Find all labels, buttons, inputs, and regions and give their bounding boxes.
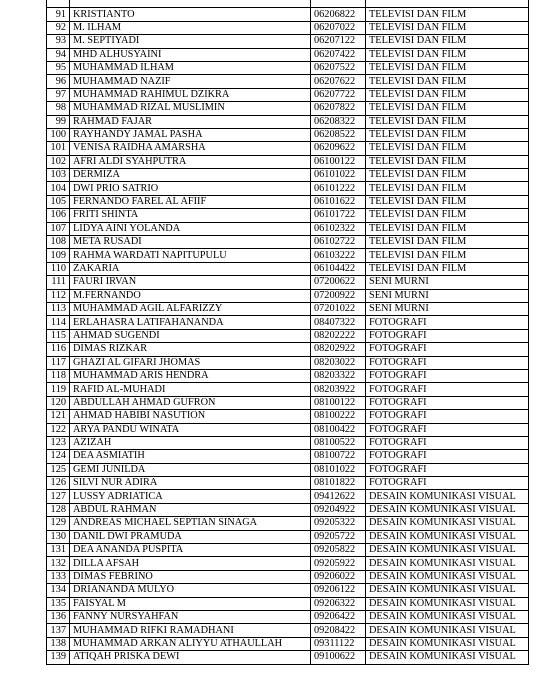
student-id: 07200922 — [311, 289, 366, 302]
student-id: 06207022 — [311, 21, 366, 34]
row-number: 119 — [47, 383, 70, 396]
student-id: 08101022 — [311, 463, 366, 476]
study-program: DESAIN KOMUNIKASI VISUAL — [366, 557, 529, 570]
student-name: ANDREAS MICHAEL SEPTIAN SINAGA — [70, 517, 311, 530]
student-id: 06101022 — [311, 169, 366, 182]
student-name: DERMIZA — [70, 169, 311, 182]
student-id: 06206822 — [311, 8, 366, 21]
row-number: 110 — [47, 262, 70, 275]
student-name: DIMAS RIZKAR — [70, 343, 311, 356]
student-name: MUHAMMAD NAZIF — [70, 75, 311, 88]
student-name: DEA ANANDA PUSPITA — [70, 544, 311, 557]
table-row — [47, 530, 529, 543]
study-program: TELEVISI DAN FILM — [366, 262, 529, 275]
student-id: 06207122 — [311, 35, 366, 48]
study-program: TELEVISI DAN FILM — [366, 209, 529, 222]
student-name: FAURI IRVAN — [70, 276, 311, 289]
study-program: DESAIN KOMUNIKASI VISUAL — [366, 651, 529, 664]
student-name: DIMAS FEBRINO — [70, 570, 311, 583]
student-name: KRISTIANTO — [70, 8, 311, 21]
row-number: 111 — [47, 276, 70, 289]
study-program: TELEVISI DAN FILM — [366, 48, 529, 61]
row-number: 117 — [47, 356, 70, 369]
table-row — [47, 236, 529, 249]
student-id: 06207422 — [311, 48, 366, 61]
study-program: TELEVISI DAN FILM — [366, 61, 529, 74]
student-name: FANNY NURSYAHFAN — [70, 610, 311, 623]
student-id: 08203022 — [311, 356, 366, 369]
student-name: FAISYAL M — [70, 597, 311, 610]
row-number: 97 — [47, 88, 70, 101]
table-row — [47, 102, 529, 115]
student-id: 08202222 — [311, 329, 366, 342]
table-row — [47, 0, 529, 8]
row-number: 112 — [47, 289, 70, 302]
table-row — [47, 651, 529, 664]
table-row — [47, 182, 529, 195]
row-number: 104 — [47, 182, 70, 195]
student-name: M. SEPTIYADI — [70, 35, 311, 48]
student-id: 09205322 — [311, 517, 366, 530]
row-number: 126 — [47, 477, 70, 490]
table-row — [47, 222, 529, 235]
row-number: 130 — [47, 530, 70, 543]
table-row — [47, 75, 529, 88]
study-program: DESAIN KOMUNIKASI VISUAL — [366, 584, 529, 597]
student-id: 06101222 — [311, 182, 366, 195]
row-number: 103 — [47, 169, 70, 182]
row-number: 135 — [47, 597, 70, 610]
student-id: 08202922 — [311, 343, 366, 356]
study-program: DESAIN KOMUNIKASI VISUAL — [366, 597, 529, 610]
row-number: 115 — [47, 329, 70, 342]
row-number: 91 — [47, 8, 70, 21]
table-row — [47, 503, 529, 516]
student-id: 09205922 — [311, 557, 366, 570]
study-program — [366, 0, 529, 8]
row-number: 108 — [47, 236, 70, 249]
row-number: 120 — [47, 396, 70, 409]
student-name: GEMI JUNILDA — [70, 463, 311, 476]
study-program: FOTOGRAFI — [366, 463, 529, 476]
row-number: 121 — [47, 410, 70, 423]
table-row — [47, 369, 529, 382]
table-row — [47, 450, 529, 463]
student-roster-table — [46, 0, 529, 665]
row-number: 123 — [47, 436, 70, 449]
row-number: 131 — [47, 544, 70, 557]
study-program: TELEVISI DAN FILM — [366, 169, 529, 182]
study-program: FOTOGRAFI — [366, 450, 529, 463]
row-number: 114 — [47, 316, 70, 329]
student-id: 08203322 — [311, 369, 366, 382]
study-program: FOTOGRAFI — [366, 343, 529, 356]
row-number: 124 — [47, 450, 70, 463]
table-row — [47, 410, 529, 423]
student-name: DEA ASMIATIH — [70, 450, 311, 463]
table-row — [47, 584, 529, 597]
study-program: FOTOGRAFI — [366, 410, 529, 423]
study-program: DESAIN KOMUNIKASI VISUAL — [366, 570, 529, 583]
row-number: 137 — [47, 624, 70, 637]
student-name: MHD ALHUSYAINI — [70, 48, 311, 61]
student-id: 06102322 — [311, 222, 366, 235]
study-program: TELEVISI DAN FILM — [366, 142, 529, 155]
table-row — [47, 61, 529, 74]
student-id: 07201022 — [311, 302, 366, 315]
table-row — [47, 88, 529, 101]
study-program: TELEVISI DAN FILM — [366, 249, 529, 262]
student-id: 06207622 — [311, 75, 366, 88]
student-name: MUHAMMAD AGIL ALFARIZZY — [70, 302, 311, 315]
study-program: TELEVISI DAN FILM — [366, 35, 529, 48]
row-number: 99 — [47, 115, 70, 128]
study-program: DESAIN KOMUNIKASI VISUAL — [366, 637, 529, 650]
study-program: DESAIN KOMUNIKASI VISUAL — [366, 610, 529, 623]
student-name: M.FERNANDO — [70, 289, 311, 302]
student-name: SILVI NUR ADIRA — [70, 477, 311, 490]
study-program: DESAIN KOMUNIKASI VISUAL — [366, 503, 529, 516]
row-number: 128 — [47, 503, 70, 516]
student-name: AFRI ALDI SYAHPUTRA — [70, 155, 311, 168]
student-name: ABDUL RAHMAN — [70, 503, 311, 516]
table-row — [47, 436, 529, 449]
row-number: 107 — [47, 222, 70, 235]
table-row — [47, 128, 529, 141]
student-name: LIDYA AINI YOLANDA — [70, 222, 311, 235]
table-row — [47, 142, 529, 155]
row-number: 102 — [47, 155, 70, 168]
study-program: TELEVISI DAN FILM — [366, 115, 529, 128]
student-name: M. ILHAM — [70, 21, 311, 34]
study-program: FOTOGRAFI — [366, 396, 529, 409]
study-program: FOTOGRAFI — [366, 477, 529, 490]
row-number: 139 — [47, 651, 70, 664]
student-id: 09100622 — [311, 651, 366, 664]
row-number: 122 — [47, 423, 70, 436]
table-row — [47, 115, 529, 128]
table-row — [47, 423, 529, 436]
student-name: RAFID AL-MUHADI — [70, 383, 311, 396]
student-name: MUHAMMAD ILHAM — [70, 61, 311, 74]
table-row — [47, 477, 529, 490]
student-id: 06207522 — [311, 61, 366, 74]
table-row — [47, 610, 529, 623]
student-id: 06207722 — [311, 88, 366, 101]
row-number: 132 — [47, 557, 70, 570]
table-row — [47, 35, 529, 48]
student-name: ARYA PANDU WINATA — [70, 423, 311, 436]
study-program: DESAIN KOMUNIKASI VISUAL — [366, 490, 529, 503]
student-name: RAHMA WARDATI NAPITUPULU — [70, 249, 311, 262]
row-number: 136 — [47, 610, 70, 623]
row-number: 94 — [47, 48, 70, 61]
student-name: ABDULLAH AHMAD GUFRON — [70, 396, 311, 409]
table-row — [47, 463, 529, 476]
student-id: 08407322 — [311, 316, 366, 329]
student-id: 08100222 — [311, 410, 366, 423]
study-program: FOTOGRAFI — [366, 316, 529, 329]
student-id: 09206422 — [311, 610, 366, 623]
student-id: 06208322 — [311, 115, 366, 128]
student-id: 06104422 — [311, 262, 366, 275]
student-name: MUHAMMAD RIZAL MUSLIMIN — [70, 102, 311, 115]
student-id: 06209622 — [311, 142, 366, 155]
study-program: TELEVISI DAN FILM — [366, 102, 529, 115]
student-name: DANIL DWI PRAMUDA — [70, 530, 311, 543]
table-row — [47, 316, 529, 329]
row-number: 93 — [47, 35, 70, 48]
student-name: DRIANANDA MULYO — [70, 584, 311, 597]
table-row — [47, 21, 529, 34]
student-id: 06102722 — [311, 236, 366, 249]
row-number: 105 — [47, 195, 70, 208]
table-row — [47, 302, 529, 315]
student-id: 09208422 — [311, 624, 366, 637]
student-id: 06100122 — [311, 155, 366, 168]
study-program: FOTOGRAFI — [366, 329, 529, 342]
row-number: 118 — [47, 369, 70, 382]
student-name: GHAZI AL GIFARI JHOMAS — [70, 356, 311, 369]
study-program: TELEVISI DAN FILM — [366, 182, 529, 195]
table-row — [47, 209, 529, 222]
student-name: AZIZAH — [70, 436, 311, 449]
study-program: TELEVISI DAN FILM — [366, 195, 529, 208]
table-row — [47, 155, 529, 168]
study-program: FOTOGRAFI — [366, 369, 529, 382]
row-number: 129 — [47, 517, 70, 530]
row-number: 95 — [47, 61, 70, 74]
student-name: FRITI SHINTA — [70, 209, 311, 222]
study-program: TELEVISI DAN FILM — [366, 236, 529, 249]
student-id: 08101822 — [311, 477, 366, 490]
study-program: FOTOGRAFI — [366, 383, 529, 396]
study-program: FOTOGRAFI — [366, 423, 529, 436]
study-program: FOTOGRAFI — [366, 356, 529, 369]
study-program: TELEVISI DAN FILM — [366, 75, 529, 88]
student-id: 09206022 — [311, 570, 366, 583]
row-number — [47, 0, 70, 8]
student-id: 06103222 — [311, 249, 366, 262]
student-name: LUSSY ADRIATICA — [70, 490, 311, 503]
student-name: DILLA AFSAH — [70, 557, 311, 570]
student-name: VENISA RAIDHA AMARSHA — [70, 142, 311, 155]
table-row — [47, 517, 529, 530]
table-row — [47, 195, 529, 208]
student-id: 09204922 — [311, 503, 366, 516]
row-number: 113 — [47, 302, 70, 315]
row-number: 106 — [47, 209, 70, 222]
student-id: 06101622 — [311, 195, 366, 208]
table-row — [47, 624, 529, 637]
study-program: DESAIN KOMUNIKASI VISUAL — [366, 544, 529, 557]
student-id: 09205722 — [311, 530, 366, 543]
study-program: TELEVISI DAN FILM — [366, 88, 529, 101]
table-row — [47, 544, 529, 557]
student-name: DWI PRIO SATRIO — [70, 182, 311, 195]
row-number: 127 — [47, 490, 70, 503]
student-id: 06101722 — [311, 209, 366, 222]
study-program: SENI MURNI — [366, 289, 529, 302]
student-name: AHMAD SUGENDI — [70, 329, 311, 342]
student-id: 09206122 — [311, 584, 366, 597]
study-program: DESAIN KOMUNIKASI VISUAL — [366, 530, 529, 543]
table-row — [47, 48, 529, 61]
student-id: 08100722 — [311, 450, 366, 463]
study-program: TELEVISI DAN FILM — [366, 128, 529, 141]
row-number: 133 — [47, 570, 70, 583]
row-number: 116 — [47, 343, 70, 356]
row-number: 92 — [47, 21, 70, 34]
student-name: MUHAMMAD RAHIMUL DZIKRA — [70, 88, 311, 101]
roster-body — [47, 0, 529, 664]
row-number: 100 — [47, 128, 70, 141]
student-id: 08203922 — [311, 383, 366, 396]
student-id: 06208522 — [311, 128, 366, 141]
student-name: AHMAD HABIBI NASUTION — [70, 410, 311, 423]
row-number: 101 — [47, 142, 70, 155]
table-row — [47, 276, 529, 289]
student-name: MUHAMMAD RIFKI RAMADHANI — [70, 624, 311, 637]
study-program: TELEVISI DAN FILM — [366, 155, 529, 168]
row-number: 138 — [47, 637, 70, 650]
table-row — [47, 249, 529, 262]
row-number: 125 — [47, 463, 70, 476]
table-row — [47, 396, 529, 409]
student-id: 08100122 — [311, 396, 366, 409]
study-program: FOTOGRAFI — [366, 436, 529, 449]
table-row — [47, 289, 529, 302]
row-number: 96 — [47, 75, 70, 88]
row-number: 134 — [47, 584, 70, 597]
student-name — [70, 0, 311, 8]
study-program: TELEVISI DAN FILM — [366, 8, 529, 21]
row-number: 98 — [47, 102, 70, 115]
study-program: TELEVISI DAN FILM — [366, 222, 529, 235]
student-id: 09206322 — [311, 597, 366, 610]
table-row — [47, 557, 529, 570]
student-name: MUHAMMAD ARKAN ALIYYU ATHAULLAH — [70, 637, 311, 650]
study-program: SENI MURNI — [366, 276, 529, 289]
row-number: 109 — [47, 249, 70, 262]
study-program: DESAIN KOMUNIKASI VISUAL — [366, 624, 529, 637]
table-row — [47, 262, 529, 275]
table-row — [47, 356, 529, 369]
student-id: 09412622 — [311, 490, 366, 503]
table-row — [47, 329, 529, 342]
study-program: TELEVISI DAN FILM — [366, 21, 529, 34]
study-program: SENI MURNI — [366, 302, 529, 315]
student-name: ERLAHASRA LATIFAHANANDA — [70, 316, 311, 329]
table-row — [47, 169, 529, 182]
table-row — [47, 8, 529, 21]
student-name: FERNANDO FAREL AL AFIIF — [70, 195, 311, 208]
student-name: RAYHANDY JAMAL PASHA — [70, 128, 311, 141]
table-row — [47, 383, 529, 396]
student-name: RAHMAD FAJAR — [70, 115, 311, 128]
student-name: META RUSADI — [70, 236, 311, 249]
student-name: ATIQAH PRISKA DEWI — [70, 651, 311, 664]
student-name: ZAKARIA — [70, 262, 311, 275]
student-id: 09311122 — [311, 637, 366, 650]
student-id: 06207822 — [311, 102, 366, 115]
table-row — [47, 490, 529, 503]
student-name: MUHAMMAD ARIS HENDRA — [70, 369, 311, 382]
student-id: 07200622 — [311, 276, 366, 289]
table-row — [47, 343, 529, 356]
table-row — [47, 570, 529, 583]
student-id: 08100522 — [311, 436, 366, 449]
table-row — [47, 637, 529, 650]
student-id: 09205822 — [311, 544, 366, 557]
student-id: 08100422 — [311, 423, 366, 436]
student-id — [311, 0, 366, 8]
study-program: DESAIN KOMUNIKASI VISUAL — [366, 517, 529, 530]
table-row — [47, 597, 529, 610]
